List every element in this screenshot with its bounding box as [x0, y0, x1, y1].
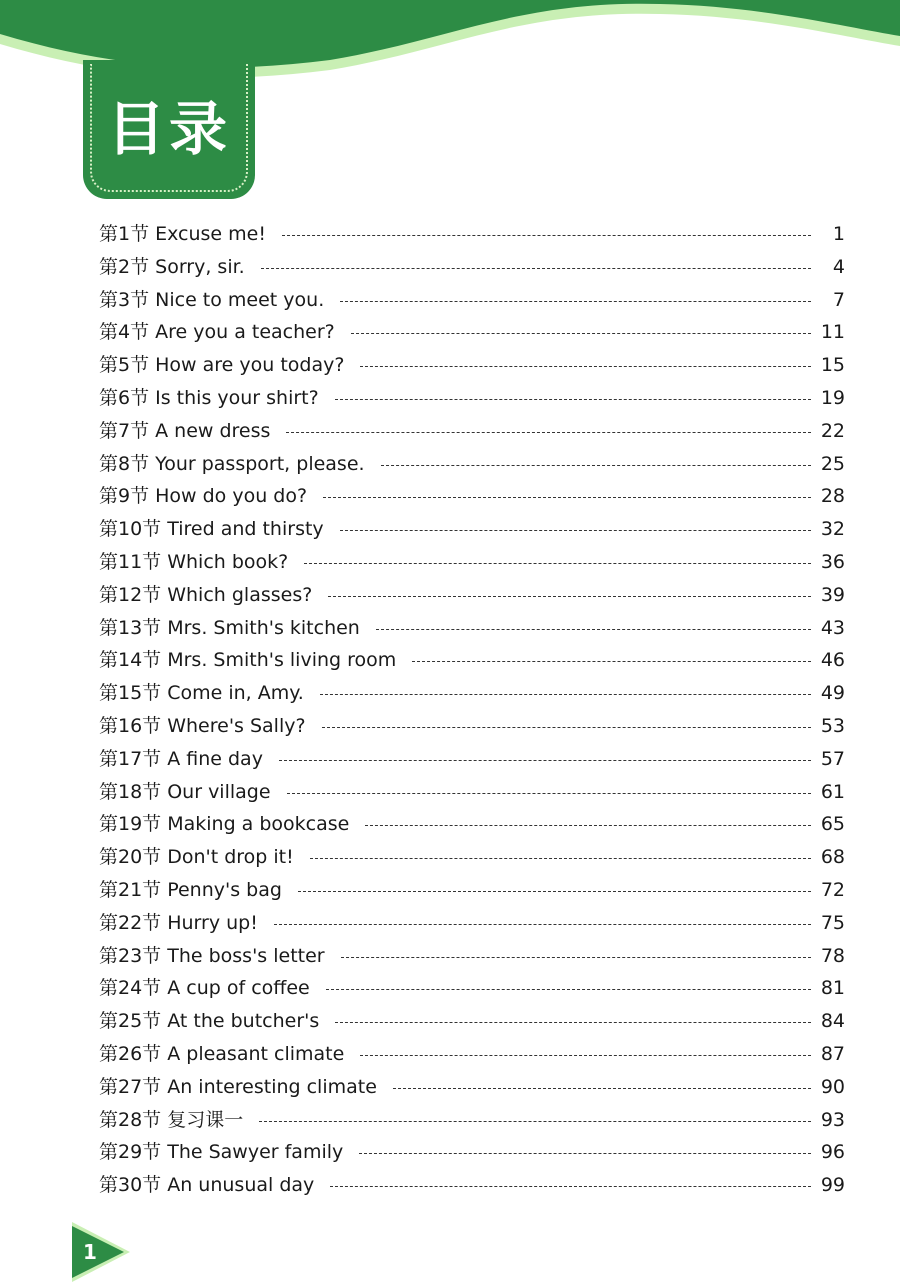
toc-entry-page: 68 [820, 846, 845, 869]
toc-entry[interactable] [99, 677, 845, 710]
toc-entry-page: 57 [820, 747, 845, 770]
toc-entry-page: 22 [820, 419, 845, 442]
toc-dot-leader [376, 629, 811, 630]
toc-entry-title: 第6节 Is this your shirt? [99, 386, 319, 409]
toc-entry-title: 第29节 The Sawyer family [99, 1141, 344, 1164]
toc-dot-leader [287, 793, 811, 794]
toc-entry-title: 第7节 A new dress [99, 419, 271, 442]
toc-entry[interactable] [99, 218, 845, 251]
toc-entry-title: 第12节 Which glasses? [99, 583, 313, 606]
toc-entry[interactable] [99, 612, 845, 645]
toc-dot-leader [298, 891, 811, 892]
toc-entry[interactable] [99, 710, 845, 743]
toc-entry[interactable] [99, 776, 845, 809]
toc-dot-leader [279, 760, 811, 761]
toc-dot-leader [282, 235, 811, 236]
toc-dot-leader [381, 465, 811, 466]
toc-entry-page: 65 [820, 813, 845, 836]
toc-entry-title: 第4节 Are you a teacher? [99, 321, 335, 344]
toc-entry-page: 19 [820, 386, 845, 409]
toc-entry[interactable] [99, 1136, 845, 1169]
toc-entry[interactable] [99, 1104, 845, 1137]
toc-entry-page: 15 [820, 354, 845, 377]
toc-entry-title: 第26节 A pleasant climate [99, 1042, 345, 1065]
toc-entry-title: 第18节 Our village [99, 780, 271, 803]
toc-entry-page: 81 [820, 977, 845, 1000]
toc-dot-leader [351, 333, 811, 334]
toc-entry-title: 第16节 Where's Sally? [99, 714, 306, 737]
toc-entry-page: 84 [820, 1010, 845, 1033]
toc-entry-page: 90 [820, 1075, 845, 1098]
toc-entry-page: 25 [820, 452, 845, 475]
toc-entry-title: 第1节 Excuse me! [99, 223, 266, 245]
toc-entry[interactable] [99, 480, 845, 513]
page-number: 1 [83, 1240, 97, 1264]
toc-dot-leader [323, 497, 811, 498]
toc-entry-title: 第14节 Mrs. Smith's living room [99, 649, 397, 672]
toc-entry-page: 39 [820, 583, 845, 606]
toc-entry-title: 第27节 An interesting climate [99, 1075, 377, 1098]
toc-entry-page: 96 [820, 1141, 845, 1164]
toc-entry-title: 第10节 Tired and thirsty [99, 518, 324, 541]
toc-dot-leader [326, 989, 811, 990]
toc-entry[interactable] [99, 907, 845, 940]
toc-dot-leader [412, 661, 811, 662]
toc-entry[interactable] [99, 415, 845, 448]
toc-entry-title: 第5节 How are you today? [99, 354, 345, 377]
toc-entry-page: 7 [832, 288, 845, 311]
toc-dot-leader [274, 924, 811, 925]
toc-entry-title: 第15节 Come in, Amy. [99, 682, 304, 705]
toc-dot-leader [261, 268, 811, 269]
toc-entry-page: 99 [820, 1174, 845, 1197]
toc-entry-page: 53 [820, 714, 845, 737]
toc-entry-page: 28 [820, 485, 845, 508]
toc-entry[interactable] [99, 448, 845, 481]
toc-entry-title: 第13节 Mrs. Smith's kitchen [99, 616, 360, 639]
toc-dot-leader [360, 1055, 811, 1056]
toc-entry-page: 11 [820, 321, 845, 344]
toc-entry[interactable] [99, 579, 845, 612]
toc-entry[interactable] [99, 874, 845, 907]
toc-entry-page: 49 [820, 682, 845, 705]
toc-entry-title: 第17节 A fine day [99, 747, 263, 770]
toc-entry-page: 46 [820, 649, 845, 672]
toc-entry[interactable] [99, 1071, 845, 1104]
toc-entry[interactable] [99, 546, 845, 579]
toc-entry-title: 第2节 Sorry, sir. [99, 255, 245, 278]
toc-dot-leader [259, 1121, 811, 1122]
toc-entry[interactable] [99, 513, 845, 546]
toc-entry-page: 32 [820, 518, 845, 541]
toc-entry-title: 第3节 Nice to meet you. [99, 288, 325, 311]
toc-entry[interactable] [99, 316, 845, 349]
toc-entry-page: 4 [832, 255, 845, 278]
toc-entry[interactable] [99, 972, 845, 1005]
toc-entry-page: 75 [820, 911, 845, 934]
toc-entry-title: 第24节 A cup of coffee [99, 977, 310, 1000]
toc-dot-leader [286, 432, 811, 433]
toc-entry[interactable] [99, 284, 845, 317]
toc-dot-leader [340, 530, 811, 531]
toc-entry[interactable] [99, 644, 845, 677]
toc-dot-leader [304, 563, 811, 564]
toc-entry[interactable] [99, 1169, 845, 1202]
toc-entry-title: 第8节 Your passport, please. [99, 452, 365, 475]
toc-dot-leader [310, 858, 811, 859]
toc-entry-title: 第23节 The boss's letter [99, 944, 325, 967]
toc-entry-title: 第25节 At the butcher's [99, 1010, 320, 1033]
toc-dot-leader [328, 596, 811, 597]
toc-entry[interactable] [99, 1038, 845, 1071]
toc-entry-title: 第9节 How do you do? [99, 485, 308, 508]
toc-dot-leader [393, 1088, 811, 1089]
toc-entry[interactable] [99, 1005, 845, 1038]
toc-entry-title: 第20节 Don't drop it! [99, 846, 294, 869]
toc-entry-page: 61 [820, 780, 845, 803]
toc-entry-title: 第28节 复习课一 [99, 1108, 244, 1131]
toc-entry-page: 43 [820, 616, 845, 639]
table-of-contents [99, 218, 845, 1202]
page-title: 目录 [106, 95, 231, 163]
toc-entry-title: 第30节 An unusual day [99, 1174, 315, 1197]
toc-entry-page: 87 [820, 1042, 845, 1065]
toc-entry-page: 78 [820, 944, 845, 967]
toc-entry[interactable] [99, 841, 845, 874]
toc-dot-leader [330, 1186, 811, 1187]
toc-dot-leader [340, 301, 811, 302]
toc-entry[interactable] [99, 808, 845, 841]
toc-entry[interactable] [99, 940, 845, 973]
toc-dot-leader [365, 825, 811, 826]
toc-entry-title: 第11节 Which book? [99, 550, 289, 573]
toc-entry-page: 93 [820, 1108, 845, 1131]
toc-entry-page: 1 [832, 223, 845, 245]
toc-entry-title: 第21节 Penny's bag [99, 878, 282, 901]
toc-entry-title: 第19节 Making a bookcase [99, 813, 350, 836]
toc-entry-title: 第22节 Hurry up! [99, 911, 258, 934]
toc-dot-leader [335, 399, 811, 400]
toc-entry[interactable] [99, 349, 845, 382]
toc-dot-leader [335, 1022, 811, 1023]
toc-entry-page: 36 [820, 550, 845, 573]
toc-dot-leader [360, 366, 811, 367]
toc-entry[interactable] [99, 251, 845, 284]
toc-dot-leader [341, 957, 811, 958]
toc-dot-leader [322, 727, 811, 728]
toc-entry[interactable] [99, 743, 845, 776]
toc-dot-leader [320, 694, 811, 695]
toc-dot-leader [359, 1153, 811, 1154]
toc-entry-page: 72 [820, 878, 845, 901]
toc-entry[interactable] [99, 382, 845, 415]
title-tab [83, 60, 255, 199]
